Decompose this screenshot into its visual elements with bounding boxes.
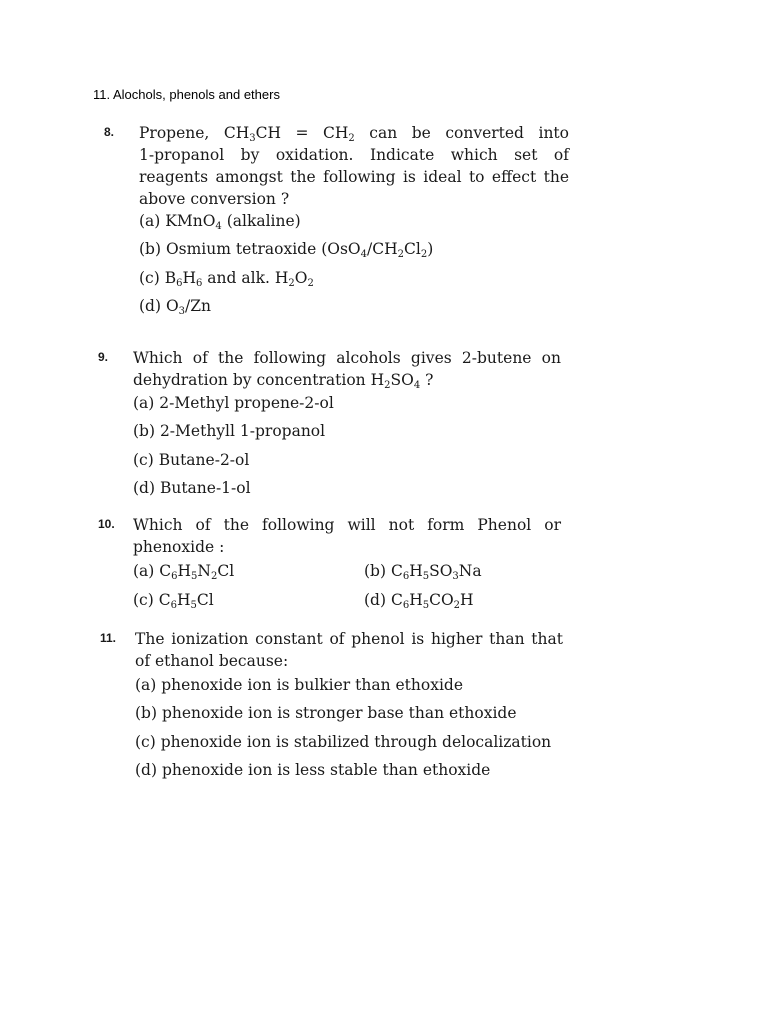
option-b: (b) $C_6H_5SO_3Na$ (364, 562, 482, 582)
stem-line: of ethanol because: (135, 652, 289, 670)
question-number: 11. (100, 631, 117, 645)
option-a: (a) KMnO$_4$ (alkaline) (139, 212, 301, 232)
option-c: (c) Butane-2-ol (133, 451, 250, 469)
option-a: (a) $C_6H_5N_2Cl$ (133, 562, 235, 582)
option-a: (a) 2-Methyl propene-2-ol (133, 394, 334, 412)
option-d: (d) $C_6H_5CO_2H$ (364, 591, 474, 611)
option-d: (d) $O_3/Zn$ (139, 297, 212, 317)
option-b: (b) phenoxide ion is stronger base than ethoxide (135, 704, 517, 722)
question-stem (133, 514, 561, 558)
option-b: (b) 2-Methyll 1-propanol (133, 422, 326, 440)
question-stem (135, 628, 563, 672)
stem-line: The ionization constant of phenol is higher than that (135, 630, 563, 648)
question-number: 9. (98, 350, 109, 364)
question-number: 10. (98, 517, 115, 531)
stem-line: dehydration by concentration $H_2SO_4$ ? (133, 371, 434, 391)
stem-line: reagents amongst the following is ideal to effect the (139, 168, 569, 186)
stem-line: phenoxide : (133, 538, 225, 556)
option-c: (c) $B_6H_6$ and alk. $H_2O_2$ (139, 269, 314, 289)
option-a: (a) phenoxide ion is bulkier than ethoxide (135, 676, 464, 694)
option-c: (c) $C_6H_5Cl$ (133, 591, 214, 611)
option-c: (c) phenoxide ion is stabilized through delocalization (135, 733, 552, 751)
option-b: (b) Osmium tetraoxide $(OsO_4/CH_2Cl_2)$ (139, 240, 434, 260)
page-heading: 11. Alochols, phenols and ethers (93, 87, 280, 102)
stem-line: above conversion ? (139, 190, 290, 208)
stem-line: 1-propanol by oxidation. Indicate which set of (139, 146, 569, 164)
question-stem (133, 347, 561, 391)
stem-line: Which of the following alcohols gives 2-butene on (133, 349, 561, 367)
stem-line: Propene, $CH_3CH = CH_2$ can be converted into (139, 124, 569, 144)
option-d: (d) phenoxide ion is less stable than ethoxide (135, 761, 491, 779)
question-stem (139, 122, 569, 210)
option-d: (d) Butane-1-ol (133, 479, 251, 497)
question-number: 8. (104, 125, 115, 139)
stem-line: Which of the following will not form Phenol or (133, 516, 561, 534)
